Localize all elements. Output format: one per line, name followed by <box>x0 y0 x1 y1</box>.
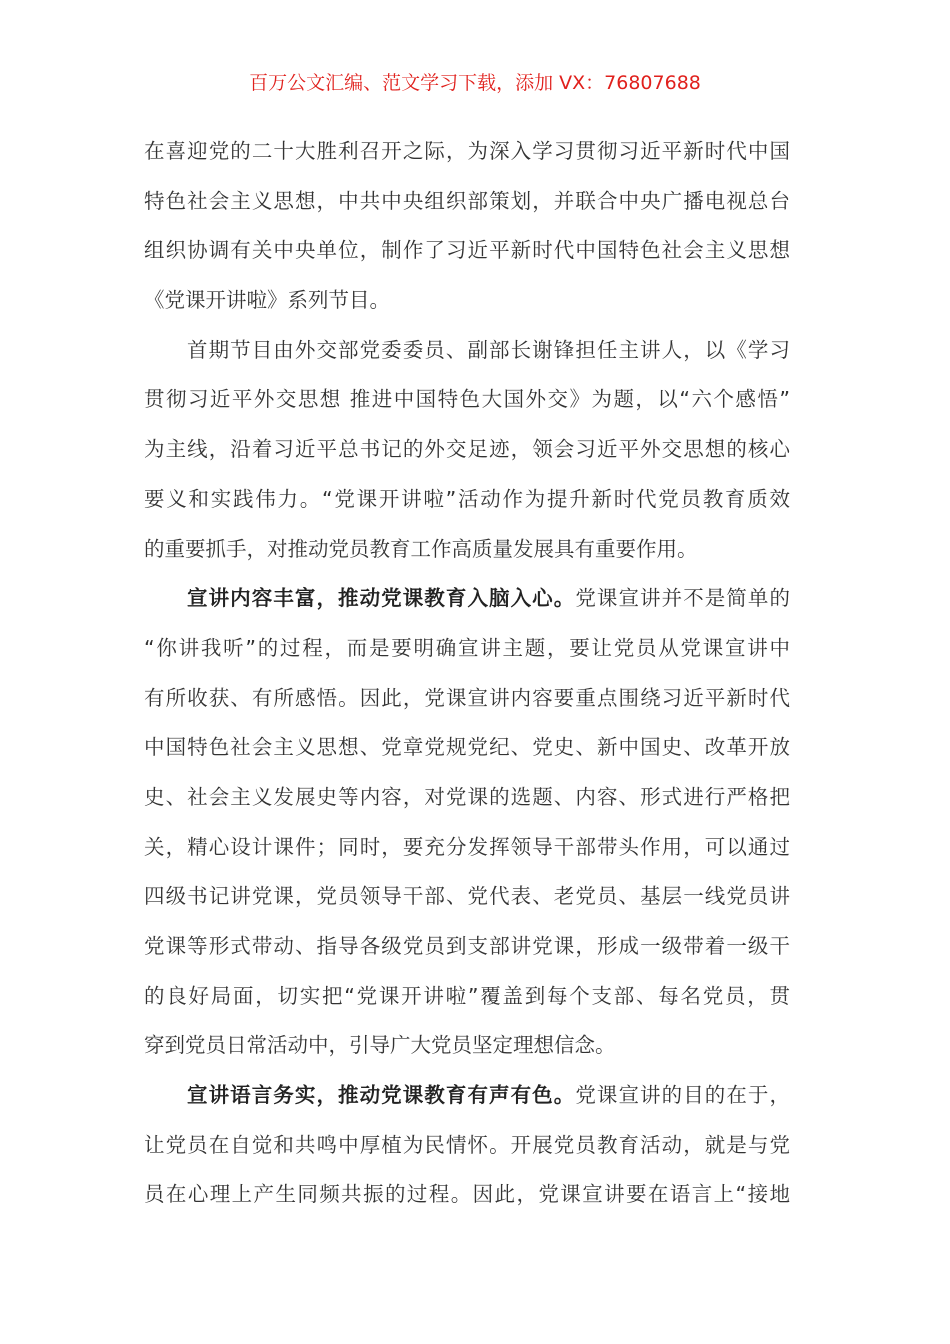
text-line <box>144 531 790 581</box>
bold-heading: 宣讲内容丰富，推动党课教育入脑入心。 <box>187 586 576 611</box>
text-line <box>144 481 790 531</box>
text-line <box>144 183 790 233</box>
text-line <box>144 928 790 978</box>
line-text: 党课宣讲的目的在于， <box>575 1083 790 1108</box>
text-line <box>144 779 790 829</box>
line-text: 的重要抓手，对推动党员教育工作高质量发展具有重要作用。 <box>144 536 698 561</box>
line-text: 组织协调有关中央单位，制作了习近平新时代中国特色社会主义思想 <box>144 238 790 263</box>
line-text: 为主线，沿着习近平总书记的外交足迹，领会习近平外交思想的核心 <box>144 437 790 462</box>
text-line <box>144 878 790 928</box>
line-text: 中国特色社会主义思想、党章党规党纪、党史、新中国史、改革开放 <box>144 735 790 760</box>
text-line <box>144 1077 790 1127</box>
line-text: 首期节目由外交部党委委员、副部长谢锋担任主讲人，以《学习 <box>187 337 790 362</box>
text-line <box>144 630 790 680</box>
text-line <box>144 232 790 282</box>
document-body <box>144 133 790 1226</box>
text-line <box>144 431 790 481</box>
text-line <box>144 680 790 730</box>
line-text: 《党课开讲啦》系列节目。 <box>144 288 390 313</box>
watermark-header: 百万公文汇编、范文学习下载，添加 VX：76807688 <box>249 72 701 94</box>
line-text: 要义和实践伟力。“党课开讲啦”活动作为提升新时代党员教育质效 <box>144 486 790 511</box>
text-line <box>144 1027 790 1077</box>
text-line <box>144 381 790 431</box>
line-text: 四级书记讲党课，党员领导干部、党代表、老党员、基层一线党员讲 <box>144 884 790 909</box>
text-line <box>144 729 790 779</box>
line-text: 员在心理上产生同频共振的过程。因此，党课宣讲要在语言上“接地 <box>144 1182 790 1207</box>
text-line <box>144 978 790 1028</box>
bold-heading: 宣讲语言务实，推动党课教育有声有色。 <box>187 1083 576 1108</box>
line-text: 贯彻习近平外交思想 推进中国特色大国外交》为题，以“六个感悟” <box>144 387 790 412</box>
line-text: 特色社会主义思想，中共中央组织部策划，并联合中央广播电视总台 <box>144 188 790 213</box>
line-text: 在喜迎党的二十大胜利召开之际，为深入学习贯彻习近平新时代中国 <box>144 139 790 163</box>
text-line <box>144 332 790 382</box>
text-line <box>144 133 790 183</box>
line-text: 党课等形式带动、指导各级党员到支部讲党课，形成一级带着一级干 <box>144 934 790 958</box>
line-text: 穿到党员日常活动中，引导广大党员坚定理想信念。 <box>144 1033 616 1058</box>
text-line <box>144 1127 790 1177</box>
line-text: 让党员在自觉和共鸣中厚植为民情怀。开展党员教育活动，就是与党 <box>144 1132 790 1157</box>
line-text: 党课宣讲并不是简单的 <box>575 586 790 611</box>
text-line <box>144 580 790 630</box>
text-line <box>144 1176 790 1226</box>
line-text: 的良好局面，切实把“党课开讲啦”覆盖到每个支部、每名党员，贯 <box>144 983 790 1008</box>
line-text: 史、社会主义发展史等内容，对党课的选题、内容、形式进行严格把 <box>144 784 790 809</box>
text-line <box>144 282 790 332</box>
line-text: “你讲我听”的过程，而是要明确宣讲主题，要让党员从党课宣讲中 <box>144 635 790 660</box>
line-text: 关，精心设计课件；同时，要充分发挥领导干部带头作用，可以通过 <box>144 834 790 859</box>
text-line <box>144 829 790 879</box>
line-text: 有所收获、有所感悟。因此，党课宣讲内容要重点围绕习近平新时代 <box>144 685 790 710</box>
